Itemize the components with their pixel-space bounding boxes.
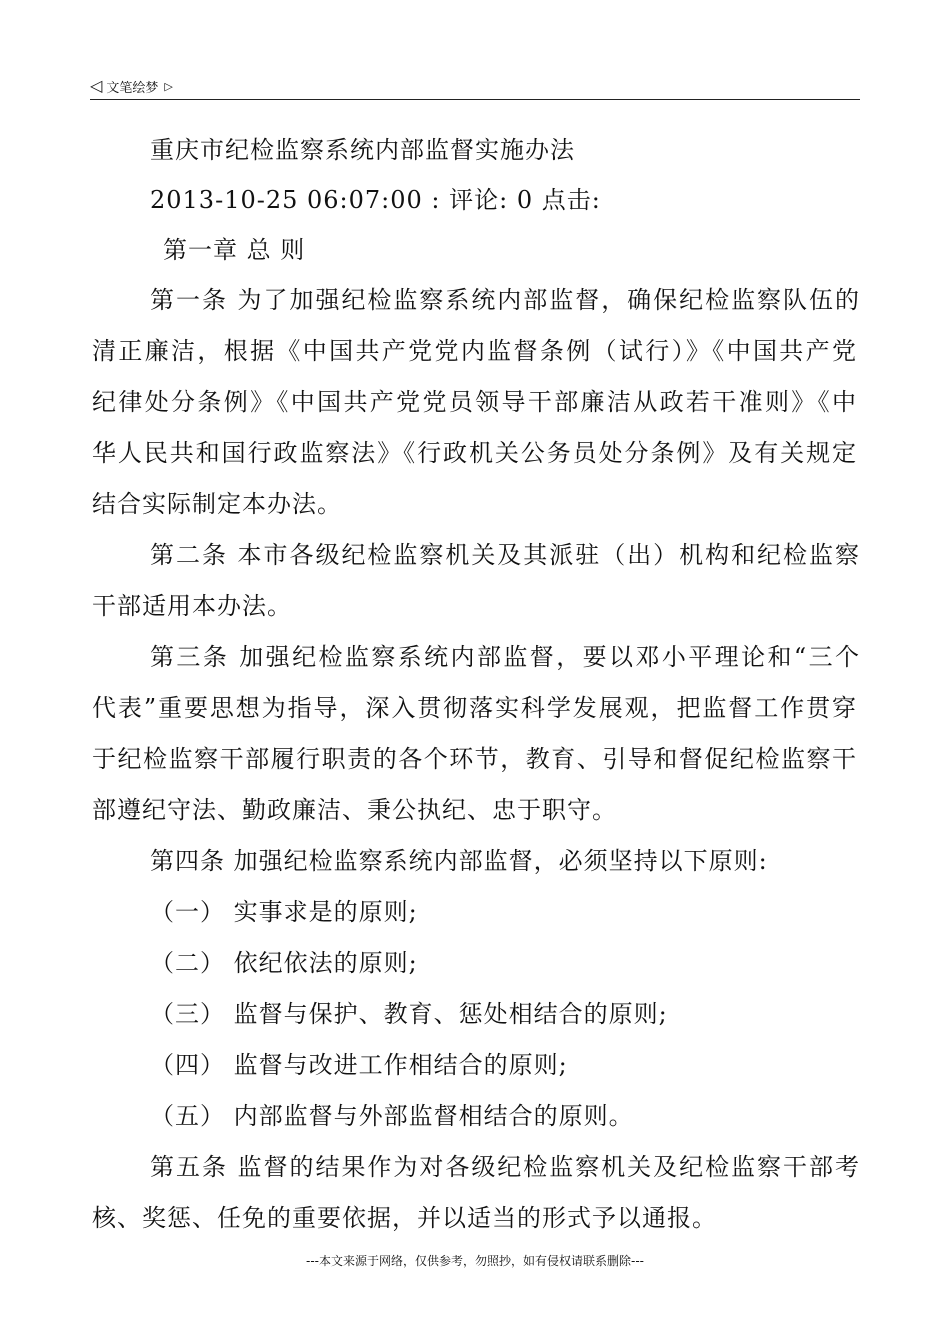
body-line: 纪律处分条例》《中国共产党党员领导干部廉洁从政若干准则》《中 [92,388,857,416]
header-brand: 文笔绘梦 [106,80,159,96]
principle-item: （五） 内部监督与外部监督相结合的原则。 [150,1102,634,1130]
body-line: 第五条 监督的结果作为对各级纪检监察机关及纪检监察干部考 [150,1153,860,1181]
body-line: 第一条 为了加强纪检监察系统内部监督，确保纪检监察队伍的 [150,286,860,314]
body-line: 代表”重要思想为指导，深入贯彻落实科学发展观，把监督工作贯穿 [92,694,857,722]
body-line: 华人民共和国行政监察法》《行政机关公务员处分条例》及有关规定 [92,439,857,467]
principle-item: （一） 实事求是的原则; [150,898,418,926]
body-line: 部遵纪守法、勤政廉洁、秉公执纪、忠于职守。 [92,796,617,824]
body-line: 第二条 本市各级纪检监察机关及其派驻（出）机构和纪检监察 [150,541,860,569]
principle-item: （二） 依纪依法的原则; [150,949,418,977]
principle-item: （四） 监督与改进工作相结合的原则; [150,1051,568,1079]
document-meta: 2013-10-25 06:07:00 : 评论: 0 点击: [150,186,601,214]
left-triangle-icon: ◁ [90,76,103,95]
body-line: 清正廉洁，根据《中国共产党党内监督条例（试行）》《中国共产党 [92,337,857,365]
body-line: 核、奖惩、任免的重要依据，并以适当的形式予以通报。 [92,1204,717,1232]
header-divider [90,99,860,100]
body-line: 干部适用本办法。 [92,592,292,620]
page-header [90,74,860,98]
chapter-heading: 第一章 总 则 [163,236,306,264]
document-title: 重庆市纪检监察系统内部监督实施办法 [150,136,575,164]
body-line: 结合实际制定本办法。 [92,490,342,518]
body-line: 第四条 加强纪检监察系统内部监督，必须坚持以下原则: [150,847,768,875]
footer-notice: ---本文来源于网络，仅供参考，勿照抄，如有侵权请联系删除--- [306,1254,644,1268]
principle-item: （三） 监督与保护、教育、惩处相结合的原则; [150,1000,668,1028]
right-triangle-icon: ▷ [164,79,173,93]
body-line: 第三条 加强纪检监察系统内部监督，要以邓小平理论和“三个 [150,643,860,671]
body-line: 于纪检监察干部履行职责的各个环节，教育、引导和督促纪检监察干 [92,745,857,773]
